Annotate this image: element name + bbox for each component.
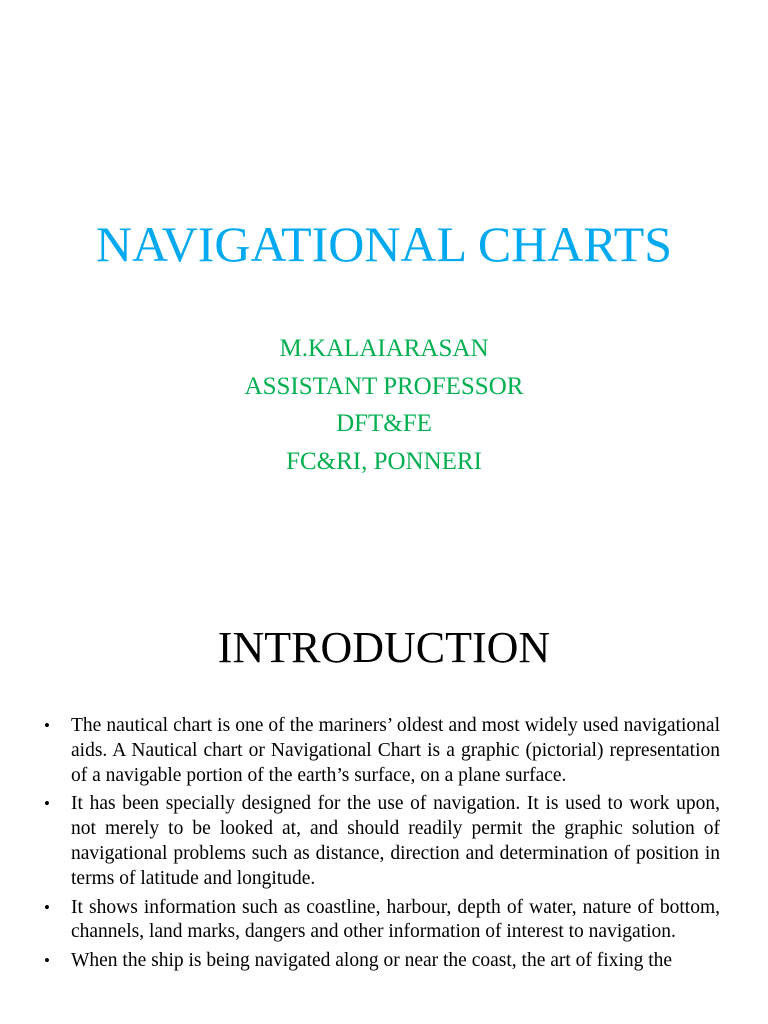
document-title: NAVIGATIONAL CHARTS (95, 216, 673, 272)
author-name: M.KALAIARASAN (279, 335, 489, 362)
bullet-list (44, 714, 720, 978)
author-block (0, 330, 768, 480)
bullet-icon: • (44, 794, 50, 814)
introduction-slide (0, 576, 768, 1024)
author-designation: ASSISTANT PROFESSOR (244, 372, 524, 400)
author-institution: FC&RI, PONNERI (286, 447, 482, 475)
bullet-text: When the ship is being navigated along or near the coast, the art of fixing the (71, 950, 673, 972)
bullet-item (44, 896, 720, 946)
author-department: DFT&FE (336, 410, 432, 437)
bullet-icon: • (44, 716, 50, 735)
section-heading: INTRODUCTION (217, 623, 551, 672)
bullet-item (44, 949, 720, 974)
bullet-item (44, 714, 720, 788)
bullet-text: It shows information such as coastline, harbour, depth of water, nature of bottom, channels, land marks, dangers and other information of interest to navigation. (71, 896, 720, 943)
bullet-icon: • (44, 897, 50, 917)
bullet-icon: • (44, 951, 50, 971)
bullet-item (44, 792, 720, 891)
bullet-text: The nautical chart is one of the mariners’ oldest and most widely used navigational aids. A Nautical chart or Navigational Chart is a graphic (pictorial) representation of a navigable portion of the earth’s surface, on a plane surface. (71, 715, 720, 786)
bullet-text: It has been specially designed for the use of navigation. It is used to work upon, not merely to be looked at, and should readily permit the graphic solution of navigational problems such as distance, direction and determination of position in terms of latitude and longitude. (71, 793, 720, 889)
